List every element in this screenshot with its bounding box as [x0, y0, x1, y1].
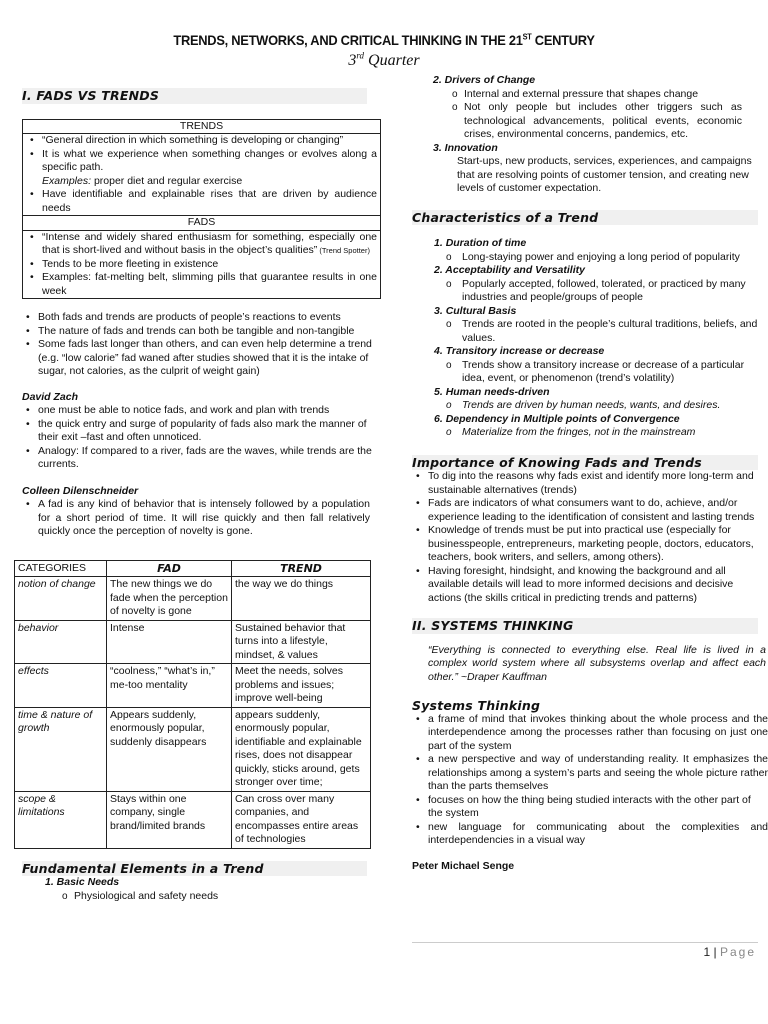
characteristic-sublist [434, 318, 758, 345]
document-title: TRENDS, NETWORKS, AND CRITICAL THINKING IN THE 21ST CENTURY [173, 32, 595, 48]
list-item: o Trends show a transitory increase or decrease of a particular idea, event, or phenomenon (trend’s volatility) [434, 359, 758, 386]
list-item: • Knowledge of trends must be put into practical use (especially for businesspeople, entrepreneurs, marketing people, doctors, educators, teachers, book writers, and sellers, among others). [412, 524, 768, 565]
trends-cell [23, 134, 381, 216]
importance-list [412, 470, 768, 605]
table-header: TREND [232, 560, 371, 577]
list-item: • The nature of fads and trends can both be tangible and non-tangible [22, 325, 372, 339]
list-item: • Have identifiable and explainable rises that are driven by audience needs [26, 188, 377, 215]
characteristic-title: 4. Transitory increase or decrease [434, 345, 605, 357]
table-cell: Meet the needs, solves problems and issues; improve well-being [232, 664, 371, 708]
list-item: • It is what we experience when something changes or evolves along a specific path. Examples: proper diet and regular exercise [26, 148, 377, 189]
characteristic-title: 6. Dependency in Multiple points of Convergence [434, 412, 680, 425]
categories-table [14, 560, 371, 849]
list-item: • Fads are indicators of what consumers want to do, achieve, and/or experience leading to the identification of consistent and lasting trends [412, 497, 768, 524]
table-cell: Stays within one company, single brand/limited brands [107, 791, 232, 848]
characteristic-title: 3. Cultural Basis [434, 304, 517, 317]
characteristic-title: 5. Human needs-driven [434, 385, 550, 398]
list-item: • Having foresight, hindsight, and knowing the background and all available details will lead to more informed decisions and decisive actions (the skills critical in predicting trends and patterns) [412, 565, 768, 606]
basic-needs-label: 1. Basic Needs [45, 876, 120, 888]
trends-fads-table [22, 119, 381, 300]
table-cell: “coolness,” “what’s in,” me-too mentality [107, 664, 232, 708]
list-item: o Internal and external pressure that shapes change [440, 88, 742, 102]
author-colleen-dilenschneider: Colleen Dilenschneider [22, 484, 139, 497]
table-row [15, 577, 371, 621]
kauffman-quote: “Everything is connected to everything else. Real life is lived in a complex world system where all subsystems overlap and affect each other.” ~Draper Kauffman [428, 643, 766, 683]
heading-systems-thinking: Systems Thinking [412, 698, 541, 713]
table-cell: notion of change [15, 577, 107, 621]
basic-needs-list [22, 890, 372, 904]
heading-fundamental-elements: Fundamental Elements in a Trend [22, 861, 367, 877]
author-david-zach: David Zach [22, 390, 79, 403]
footer-separator: | [710, 945, 720, 959]
table-cell: Can cross over many companies, and encompasses entire areas of technologies [232, 791, 371, 848]
table-cell: Sustained behavior that turns into a lifestyle, mindset, & values [232, 620, 371, 664]
table-row [15, 707, 371, 791]
trends-header: TRENDS [23, 119, 381, 134]
characteristic-title: 2. Acceptability and Versatility [434, 264, 585, 276]
list-item: • “Intense and widely shared enthusiasm for something, especially one that is short-lived and without basis in the object’s qualities” (Trend Spotter) [26, 231, 377, 258]
characteristic-sublist [434, 278, 758, 305]
list-item: • Examples: fat-melting belt, slimming pills that guarantee results in one week [26, 271, 377, 298]
characteristic-title: 1. Duration of time [434, 237, 527, 249]
page-footer [703, 946, 756, 960]
page-label: Page [719, 945, 756, 959]
list-item: o Trends are rooted in the people’s cultural traditions, beliefs, and values. [434, 318, 758, 345]
table-header: CATEGORIES [15, 560, 107, 577]
list-item: • a frame of mind that invokes thinking about the whole process and the interdependence among the processes rather than focusing on just one part of the system [412, 713, 768, 754]
table-cell: behavior [15, 620, 107, 664]
table-row [15, 791, 371, 848]
heading-importance: Importance of Knowing Fads and Trends [412, 455, 758, 471]
table-cell: appears suddenly, enormously popular, identifiable and explainable rises, does not disappear quickly, sticks around, gets stronger over time; [232, 707, 371, 791]
list-item: • Analogy: If compared to a river, fads are the waves, while trends are the currents. [22, 445, 372, 472]
document-subtitle: 3rd Quarter [348, 50, 420, 69]
left-column [18, 88, 377, 903]
page-number: 1 [703, 945, 711, 959]
right-column [412, 74, 768, 873]
zach-list [22, 404, 372, 472]
fads-cell [23, 230, 381, 299]
list-item: • one must be able to notice fads, and work and plan with trends [22, 404, 372, 418]
list-item: • a new perspective and way of understanding reality. It emphasizes the relationships among a system’s parts and seeing the whole picture rather than the parts themselves [412, 753, 768, 794]
table-row [15, 620, 371, 664]
table-cell: time & nature of growth [15, 707, 107, 791]
table-row [15, 664, 371, 708]
table-cell: The new things we do fade when the perception of novelty is gone [107, 577, 232, 621]
list-item: • To dig into the reasons why fads exist and identify more long-term and sustainable alternatives (trends) [412, 470, 768, 497]
list-item: • Both fads and trends are products of people’s reactions to events [22, 311, 372, 325]
table-cell: scope & limitations [15, 791, 107, 848]
fads-header: FADS [23, 216, 381, 231]
characteristic-sublist [434, 426, 758, 440]
author-peter-senge: Peter Michael Senge [412, 859, 515, 872]
fads-trends-bullets [22, 311, 372, 379]
characteristic-sublist [434, 399, 758, 413]
table-cell: effects [15, 664, 107, 708]
list-item: • A fad is any kind of behavior that is intensely followed by a population for a short period of time. It will rise quickly and then fall relatively quickly once the perception of novelty is gone. [22, 498, 370, 539]
drivers-of-change-label: 2. Drivers of Change [433, 74, 536, 86]
characteristics-list [412, 237, 758, 440]
footer-divider [412, 942, 758, 943]
list-item: • focuses on how the thing being studied interacts with the other part of the system [412, 794, 768, 821]
list-item: • Tends to be more fleeting in existence [26, 258, 377, 272]
list-item: • the quick entry and surge of popularity of fads also mark the manner of their exit –fast and often unnoticed. [22, 418, 372, 445]
heading-characteristics: Characteristics of a Trend [412, 210, 758, 226]
list-item: • new language for communicating about the complexities and interdependencies in a visual way [412, 821, 768, 848]
table-header: FAD [107, 560, 232, 577]
characteristic-sublist [434, 251, 758, 265]
table-cell: Intense [107, 620, 232, 664]
table-cell: Appears suddenly, enormously popular, suddenly disappears [107, 707, 232, 791]
list-item: o Long-staying power and enjoying a long period of popularity [434, 251, 758, 265]
innovation-label: 3. Innovation [433, 141, 498, 154]
section-heading-systems-thinking: II. SYSTEMS THINKING [412, 618, 758, 634]
section-heading-fads-vs-trends: I. FADS VS TRENDS [22, 88, 367, 104]
list-item: o Not only people but includes other triggers such as technological advancements, political events, economic crises, environmental concerns, pandemics, etc. [440, 101, 742, 142]
list-item: o Trends are driven by human needs, wants, and desires. [434, 399, 758, 413]
list-item: o Popularly accepted, followed, tolerated, or practiced by many industries and people/groups of people [434, 278, 758, 305]
table-cell: the way we do things [232, 577, 371, 621]
drivers-list [412, 88, 742, 142]
characteristic-sublist [434, 359, 758, 386]
list-item: • “General direction in which something is developing or changing” [26, 134, 377, 148]
list-item: • Some fads last longer than others, and can even help determine a trend (e.g. “low calorie” fad waned after studies showed that it is the intake of sugar, not calories, as the culprit of weight gain) [22, 338, 372, 379]
list-item: o Physiological and safety needs [50, 890, 372, 904]
colleen-list [22, 498, 370, 539]
list-item: o Materialize from the fringes, not in the mainstream [434, 426, 758, 440]
innovation-text: Start-ups, new products, services, experiences, and campaigns that are resolving points of customer tension, and creating new levels of customer expectation. [457, 155, 752, 194]
systems-thinking-list [412, 713, 768, 848]
